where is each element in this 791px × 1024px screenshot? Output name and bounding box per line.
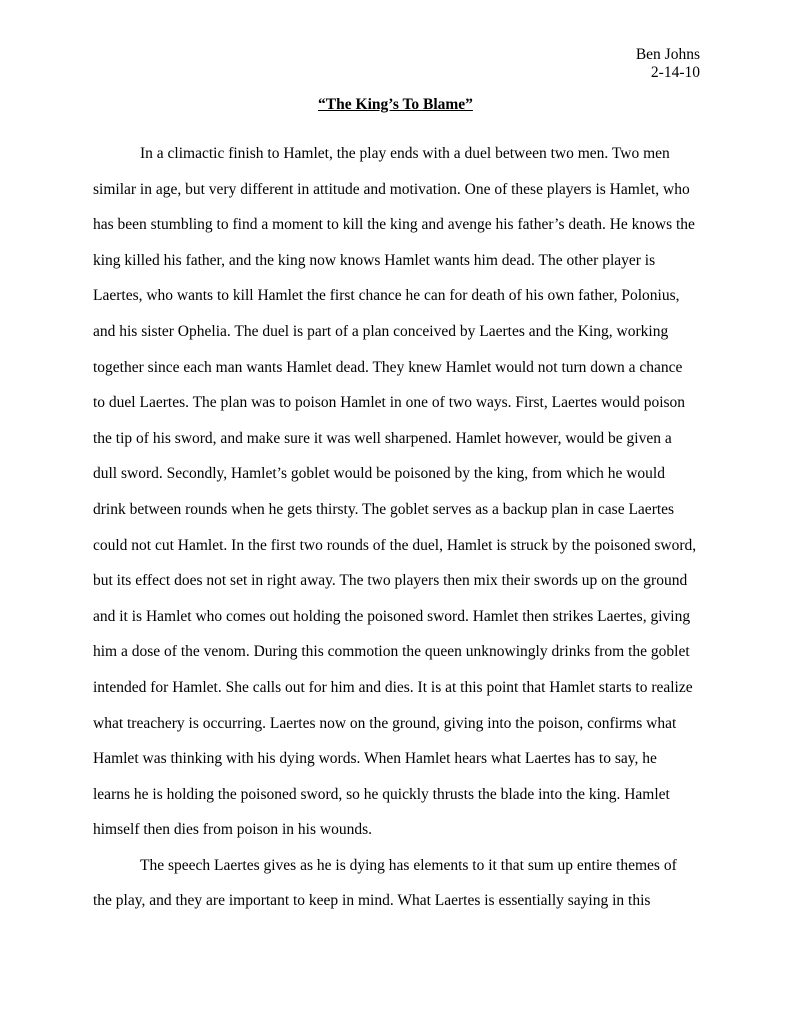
text-line: Laertes, who wants to kill Hamlet the first chance he can for death of his own father, Polonius, — [93, 287, 680, 305]
essay-title: “The King’s To Blame” — [318, 96, 473, 113]
text-line: learns he is holding the poisoned sword, so he quickly thrusts the blade into the king. Hamlet — [93, 785, 670, 803]
text-line: In a climactic finish to Hamlet, the play ends with a duel between two men. Two men — [140, 145, 670, 162]
text-line: and it is Hamlet who comes out holding the poisoned sword. Hamlet then strikes Laertes, giving — [93, 607, 691, 625]
text-line: similar in age, but very different in attitude and motivation. One of these players is Hamlet, who — [93, 180, 690, 198]
text-line: the tip of his sword, and make sure it was well sharpened. Hamlet however, would be given a — [93, 429, 672, 447]
text-line: himself then dies from poison in his wounds. — [93, 821, 372, 839]
text-line: what treachery is occurring. Laertes now on the ground, giving into the poison, confirms what — [93, 714, 677, 732]
text-line: could not cut Hamlet. In the first two rounds of the duel, Hamlet is struck by the poisoned sword, — [93, 536, 697, 554]
text-line: drink between rounds when he gets thirsty. The goblet serves as a backup plan in case Laertes — [93, 500, 675, 518]
text-line: has been stumbling to find a moment to kill the king and avenge his father’s death. He knows the — [93, 216, 695, 234]
text-line: him a dose of the venom. During this commotion the queen unknowingly drinks from the goblet — [93, 643, 690, 661]
text-line: but its effect does not set in right away. The two players then mix their swords up on the ground — [93, 572, 688, 590]
text-line: intended for Hamlet. She calls out for him and dies. It is at this point that Hamlet starts to realize — [93, 678, 693, 696]
text-line: The speech Laertes gives as he is dying has elements to it that sum up entire themes of — [140, 856, 677, 874]
text-line: and his sister Ophelia. The duel is part of a plan conceived by Laertes and the King, working — [93, 322, 669, 340]
essay-body — [93, 145, 698, 928]
text-line: king killed his father, and the king now knows Hamlet wants him dead. The other player is — [93, 251, 656, 269]
document-date: 2-14-10 — [650, 64, 700, 81]
text-line: together since each man wants Hamlet dead. They knew Hamlet would not turn down a chance — [93, 358, 683, 376]
text-line: dull sword. Secondly, Hamlet’s goblet would be poisoned by the king, from which he would — [93, 465, 665, 483]
text-line: the play, and they are important to keep in mind. What Laertes is essentially saying in this — [93, 892, 651, 910]
author-name: Ben Johns — [635, 46, 700, 63]
text-line: to duel Laertes. The plan was to poison Hamlet in one of two ways. First, Laertes would poison — [93, 394, 686, 412]
author-header — [636, 46, 700, 82]
text-line: Hamlet was thinking with his dying words. When Hamlet hears what Laertes has to say, he — [93, 750, 657, 768]
